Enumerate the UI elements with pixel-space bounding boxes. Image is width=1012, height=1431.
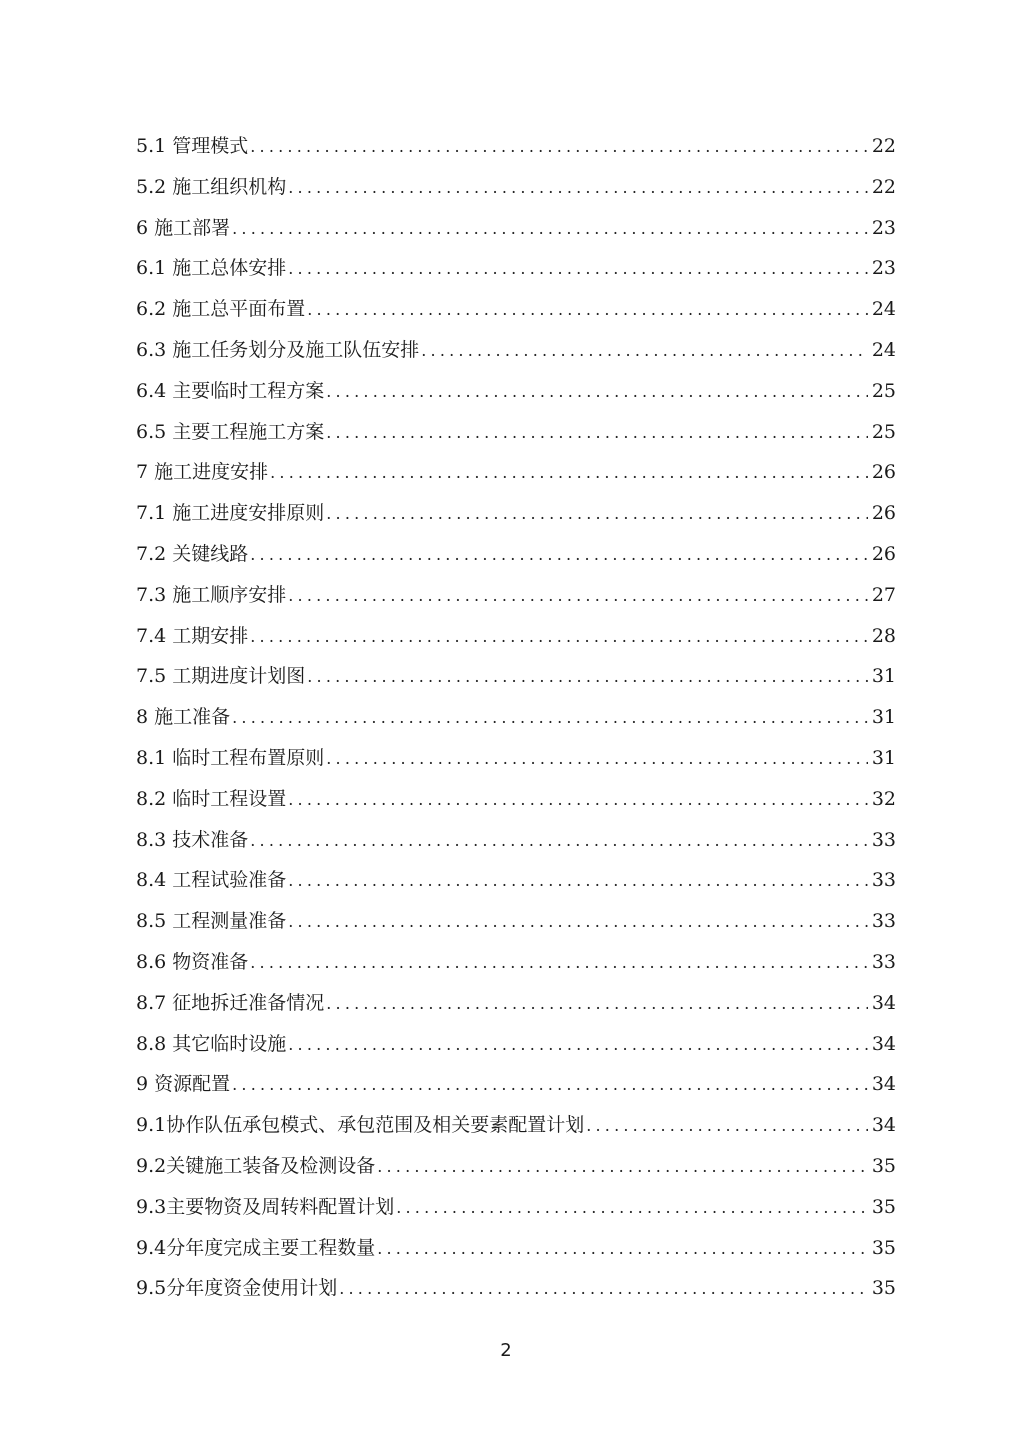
- toc-entry-title: 7.4 工期安排: [136, 624, 249, 647]
- toc-entry[interactable]: [136, 575, 896, 616]
- toc-leader-dots: [250, 943, 868, 984]
- toc-entry-title: 5.2 施工组织机构: [136, 175, 287, 198]
- toc-entry[interactable]: [136, 1105, 896, 1146]
- toc-entry-page: 26: [871, 461, 896, 484]
- toc-entry-title: 6 施工部署: [136, 216, 231, 239]
- toc-leader-dots: [326, 372, 868, 413]
- toc-entry[interactable]: [136, 983, 896, 1024]
- toc-leader-dots: [250, 617, 868, 658]
- toc-entry-title: 8.2 临时工程设置: [136, 787, 287, 810]
- page-number: 2: [500, 1340, 512, 1361]
- toc-entry[interactable]: [136, 330, 896, 371]
- toc-leader-dots: [326, 984, 868, 1025]
- toc-entry-title: 6.2 施工总平面布置: [136, 298, 306, 321]
- toc-entry-page: 22: [871, 175, 896, 198]
- toc-entry[interactable]: [136, 820, 896, 861]
- toc-entry[interactable]: [136, 126, 896, 167]
- toc-entry-page: 27: [871, 583, 896, 606]
- toc-entry-title: 6.5 主要工程施工方案: [136, 420, 325, 443]
- toc-leader-dots: [586, 1106, 868, 1147]
- toc-entry-page: 33: [871, 950, 896, 973]
- toc-entry-title: 8.6 物资准备: [136, 950, 249, 973]
- toc-entry[interactable]: [136, 412, 896, 453]
- toc-entry-page: 34: [871, 991, 896, 1014]
- toc-entry-page: 24: [871, 298, 896, 321]
- toc-entry[interactable]: [136, 656, 896, 697]
- toc-entry-title: 9 资源配置: [136, 1073, 231, 1096]
- toc-leader-dots: [250, 821, 868, 862]
- toc-entry-title: 8.8 其它临时设施: [136, 1032, 287, 1055]
- toc-entry-page: 33: [871, 910, 896, 933]
- toc-entry-title: 9.3主要物资及周转料配置计划: [136, 1195, 395, 1218]
- toc-entry-page: 35: [871, 1154, 896, 1177]
- toc-leader-dots: [232, 1065, 868, 1106]
- toc-entry-page: 31: [871, 665, 896, 688]
- toc-entry[interactable]: [136, 248, 896, 289]
- toc-entry-title: 9.5分年度资金使用计划: [136, 1277, 338, 1300]
- toc-entry-title: 6.3 施工任务划分及施工队伍安排: [136, 338, 420, 361]
- toc-entry-page: 35: [871, 1195, 896, 1218]
- toc-leader-dots: [288, 576, 868, 617]
- toc-leader-dots: [288, 1025, 868, 1066]
- toc-entry-page: 32: [871, 787, 896, 810]
- toc-entry[interactable]: [136, 289, 896, 330]
- toc-entry[interactable]: [136, 860, 896, 901]
- toc-leader-dots: [270, 453, 868, 494]
- toc-leader-dots: [288, 249, 868, 290]
- toc-entry[interactable]: [136, 1146, 896, 1187]
- toc-entry-page: 33: [871, 869, 896, 892]
- toc-entry[interactable]: [136, 534, 896, 575]
- toc-entry[interactable]: [136, 493, 896, 534]
- toc-leader-dots: [307, 290, 868, 331]
- toc-entry-title: 9.4分年度完成主要工程数量: [136, 1236, 376, 1259]
- toc-entry-page: 23: [871, 257, 896, 280]
- toc-entry[interactable]: [136, 697, 896, 738]
- toc-entry[interactable]: [136, 452, 896, 493]
- toc-entry[interactable]: [136, 1268, 896, 1309]
- toc-entry-page: 25: [871, 379, 896, 402]
- toc-leader-dots: [339, 1269, 868, 1310]
- toc-leader-dots: [288, 168, 868, 209]
- toc-entry-page: 35: [871, 1236, 896, 1259]
- toc-entry[interactable]: [136, 942, 896, 983]
- toc-leader-dots: [396, 1188, 868, 1229]
- toc-leader-dots: [307, 657, 868, 698]
- toc-entry-page: 22: [871, 135, 896, 157]
- toc-entry[interactable]: [136, 1187, 896, 1228]
- toc-entry-title: 9.1协作队伍承包模式、承包范围及相关要素配置计划: [136, 1114, 585, 1137]
- toc-entry-title: 9.2关键施工装备及检测设备: [136, 1154, 376, 1177]
- toc-entry-page: 26: [871, 502, 896, 525]
- toc-entry-page: 33: [871, 828, 896, 851]
- toc-entry[interactable]: [136, 779, 896, 820]
- toc-leader-dots: [421, 331, 868, 372]
- toc-leader-dots: [377, 1147, 868, 1188]
- toc-leader-dots: [250, 127, 868, 168]
- toc-leader-dots: [232, 698, 868, 739]
- toc-entry-title: 8.3 技术准备: [136, 828, 249, 851]
- toc-entry-title: 8.4 工程试验准备: [136, 869, 287, 892]
- toc-leader-dots: [288, 780, 868, 821]
- toc-entry-page: 24: [871, 338, 896, 361]
- toc-leader-dots: [326, 739, 868, 780]
- toc-leader-dots: [326, 494, 868, 535]
- toc-entry-title: 7.5 工期进度计划图: [136, 665, 306, 688]
- toc-entry-page: 35: [871, 1277, 896, 1300]
- toc-entry[interactable]: [136, 1228, 896, 1269]
- toc-entry-page: 31: [871, 746, 896, 769]
- toc-entry-page: 25: [871, 420, 896, 443]
- toc-entry-title: 7.1 施工进度安排原则: [136, 502, 325, 525]
- toc-entry-title: 6.4 主要临时工程方案: [136, 379, 325, 402]
- toc-entry-title: 6.1 施工总体安排: [136, 257, 287, 280]
- toc-entry[interactable]: [136, 738, 896, 779]
- toc-entry-page: 34: [871, 1073, 896, 1096]
- toc-leader-dots: [288, 861, 868, 902]
- toc-leader-dots: [250, 535, 868, 576]
- toc-entry[interactable]: [136, 1064, 896, 1105]
- toc-entry-title: 5.1 管理模式: [136, 135, 249, 157]
- toc-entry-page: 23: [871, 216, 896, 239]
- toc-entry-page: 26: [871, 542, 896, 565]
- toc-entry[interactable]: [136, 208, 896, 249]
- toc-entry-title: 8 施工准备: [136, 706, 231, 729]
- toc-entry-title: 8.5 工程测量准备: [136, 910, 287, 933]
- toc-entry-title: 7.2 关键线路: [136, 542, 249, 565]
- toc-entry-page: 31: [871, 706, 896, 729]
- toc-leader-dots: [377, 1229, 868, 1270]
- toc-leader-dots: [232, 209, 868, 250]
- toc-entry-title: 8.7 征地拆迁准备情况: [136, 991, 325, 1014]
- toc-entry[interactable]: [136, 167, 896, 208]
- toc-entry[interactable]: [136, 616, 896, 657]
- toc-leader-dots: [288, 902, 868, 943]
- toc-entry-page: 34: [871, 1114, 896, 1137]
- toc-entry[interactable]: [136, 371, 896, 412]
- toc-entry-page: 28: [871, 624, 896, 647]
- toc-leader-dots: [326, 413, 868, 454]
- toc-entry-title: 8.1 临时工程布置原则: [136, 746, 325, 769]
- toc-entry-title: 7 施工进度安排: [136, 461, 269, 484]
- toc-entry[interactable]: [136, 1024, 896, 1065]
- table-of-contents: [136, 126, 896, 1309]
- toc-entry[interactable]: [136, 901, 896, 942]
- toc-entry-page: 34: [871, 1032, 896, 1055]
- toc-entry-title: 7.3 施工顺序安排: [136, 583, 287, 606]
